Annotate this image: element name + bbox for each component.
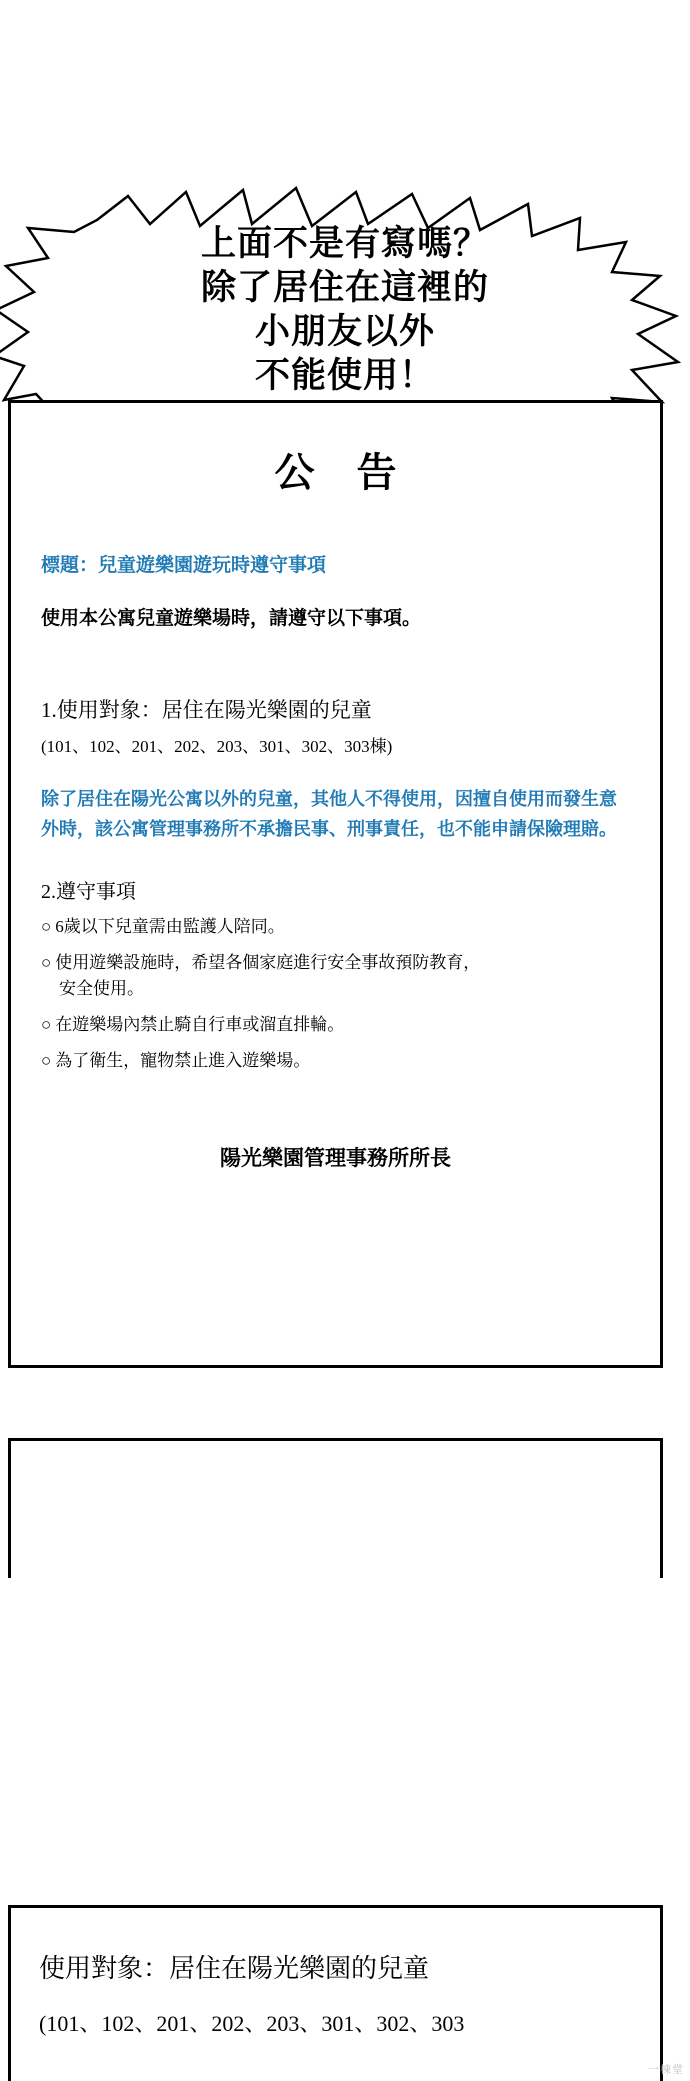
section1-heading: 1.使用對象：居住在陽光樂園的兒童 [41, 698, 372, 722]
lower-panel-subtext: (101、102、201、202、203、301、302、303 [39, 2011, 465, 2036]
notice-subject: 標題：兒童遊樂園遊玩時遵守事項 [41, 554, 327, 576]
lower-zoom-panel [8, 1905, 663, 2081]
notice-intro: 使用本公寓兒童遊樂場時，請遵守以下事項。 [41, 607, 422, 629]
speech-line-3: 小朋友以外 [254, 312, 435, 352]
section1-subtext: (101、102、201、202、203、301、302、303棟) [41, 737, 393, 756]
rule-item [41, 1048, 630, 1074]
lower-panel-heading: 使用對象：居住在陽光樂園的兒童 [39, 1954, 430, 1983]
lower-blank-panel [8, 1438, 663, 1578]
rule-item [41, 914, 630, 940]
rule-bullet-icon: ○ [41, 953, 52, 972]
notice-board [8, 400, 663, 1368]
rule-text-continued: 安全使用。 [59, 979, 144, 998]
rule-item [41, 950, 630, 1002]
watermark: 一棟堂 [648, 2063, 684, 2076]
rule-text: 為了衛生，寵物禁止進入遊樂場。 [55, 1051, 311, 1070]
speech-bubble-text [0, 222, 690, 398]
rule-bullet-icon: ○ [41, 917, 52, 936]
speech-line-1: 上面不是有寫嗎？ [200, 224, 489, 264]
section1-warning: 除了居住在陽光公寓以外的兒童，其他人不得使用，因擅自使用而發生意外時，該公寓管理事務所不承擔民事、刑事責任，也不能申請保險理賠。 [41, 789, 617, 840]
rule-text: 6歲以下兒童需由監護人陪同。 [55, 917, 285, 936]
rule-bullet-icon: ○ [41, 1015, 52, 1034]
notice-signature: 陽光樂園管理事務所所長 [220, 1146, 451, 1170]
rule-bullet-icon: ○ [41, 1051, 52, 1070]
rule-text: 使用遊樂設施時，希望各個家庭進行安全事故預防教育， [55, 953, 481, 972]
notice-title: 公告 [274, 450, 439, 496]
section2-heading: 2.遵守事項 [41, 881, 136, 903]
rule-text: 在遊樂場內禁止騎自行車或溜直排輪。 [55, 1015, 345, 1034]
rule-item [41, 1012, 630, 1038]
speech-line-2: 除了居住在這裡的 [200, 268, 489, 308]
notice-content [11, 403, 660, 1172]
speech-line-4: 不能使用！ [254, 356, 435, 396]
